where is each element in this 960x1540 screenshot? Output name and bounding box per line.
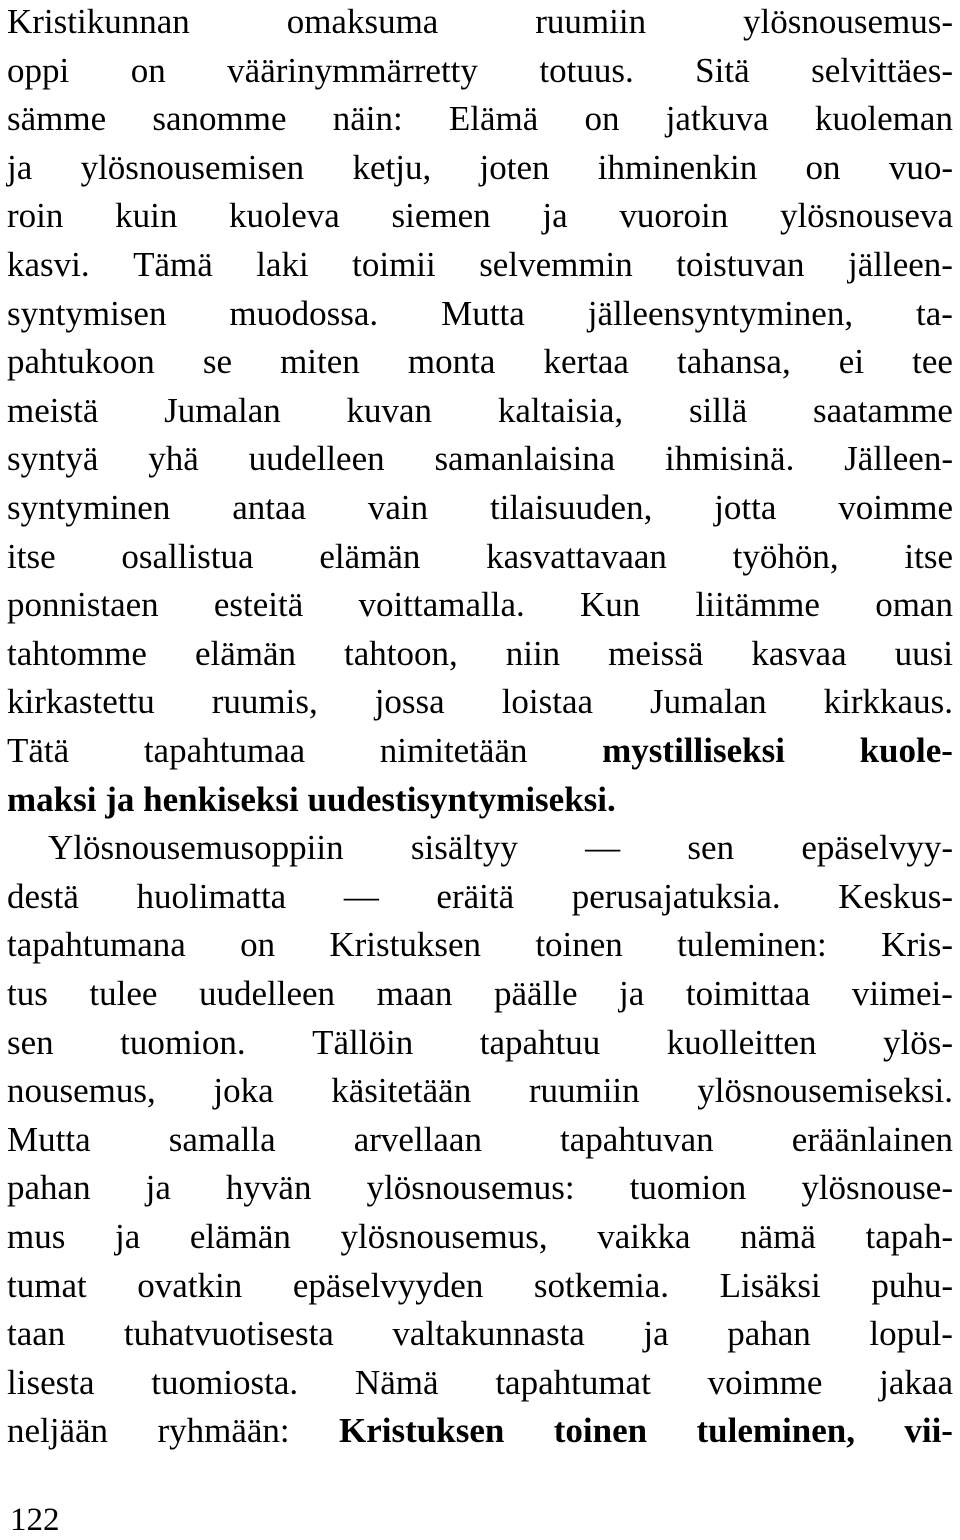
text-line [7,731,953,780]
word: Tämä [133,245,213,284]
word: ruumiin [535,2,647,41]
word: ylösnouseva [779,196,953,236]
word: pahan [7,1168,91,1208]
word: ihminenkin [597,147,758,187]
word: voimme [707,1362,823,1402]
text-line [7,1071,953,1120]
word: vuoroin [619,196,729,236]
word: jossa [374,682,445,722]
word: maan [376,974,453,1013]
word: jakaa [879,1362,953,1402]
word: on [584,99,620,139]
word: ketju, [352,147,432,187]
word: tapahtuvan [560,1119,714,1159]
word: sen [7,1022,54,1062]
text-line [7,1363,953,1412]
bold-word: tuleminen, [696,1411,855,1451]
word: antaa [232,488,307,527]
word: uudelleen [248,439,385,479]
word: muodossa. [229,293,379,333]
word: nousemus, [7,1071,156,1111]
word: selvittäes- [811,50,953,90]
word: yhä [148,439,199,479]
text-line [7,51,953,100]
word: syntyä [7,439,99,479]
word: tuleminen: [677,925,827,965]
word: nämä [740,1217,816,1256]
word: niin [505,633,561,673]
word: ryhmään: [157,1411,290,1451]
word: ta- [916,293,953,333]
word: Jumalan [650,682,767,722]
word: nimitetään [379,731,528,770]
text-line [7,828,953,877]
text-line [7,245,953,294]
word: sen [687,828,735,868]
text-line [7,99,953,148]
word: ylösnousemisen [80,147,305,187]
word: samanlaisina [434,439,616,479]
word: Kris- [881,925,953,965]
word: tuomion [629,1168,747,1208]
bold-word: kuole- [859,731,953,770]
word: vaikka [597,1217,691,1256]
word: Jälleen- [844,439,953,479]
word: Ylösnousemusoppiin [48,828,344,868]
text-line [7,1168,953,1217]
word: totuus. [539,50,634,90]
word: tumat [7,1265,87,1305]
word: Mutta [441,293,525,333]
word: kirkkaus. [823,682,953,722]
word: perusajatuksia. [571,876,781,916]
word: destä [7,876,79,916]
word: Mutta [7,1119,91,1159]
word: Kun [580,585,641,625]
text-line [7,1023,953,1072]
word: ja [114,1217,141,1256]
word: tapah- [865,1217,953,1256]
word: väärinymmärretty [227,50,478,90]
page-number: 122 [10,1502,60,1538]
word: Tällöin [312,1022,414,1062]
word: Tätä [7,731,70,770]
word: loistaa [501,682,594,722]
word: Elämä [448,99,539,139]
word: kirkastettu [7,682,155,722]
word: ylösnousemiseksi. [697,1071,953,1111]
word: Nämä [354,1362,439,1402]
word: arvellaan [353,1119,482,1159]
word: Sitä [695,50,750,90]
word: valtakunnasta [392,1314,585,1354]
word: kuoleman [814,99,953,139]
word: eräitä [436,876,515,916]
word: tapahtuu [479,1022,601,1062]
word: ja [7,147,33,187]
word: Kristuksen [329,925,482,965]
word: — [585,828,621,868]
word: toimii [352,245,436,284]
word: kasvattavaan [486,536,667,576]
word: uusi [894,633,953,673]
word: vain [367,488,429,527]
word: samalla [168,1119,276,1159]
word: jälleen- [847,245,953,284]
word: osallistua [121,536,254,576]
word: on [130,50,166,90]
text-line [7,585,953,634]
word: saatamme [813,390,953,430]
word: syntyminen [7,488,171,527]
word: neljään [7,1411,109,1451]
word: tilaisuuden, [490,488,653,527]
word: jotta [714,488,777,527]
text-line [7,537,953,586]
word: miten [280,342,360,382]
text-line [7,1266,953,1315]
word: ja [619,974,645,1013]
word: epäselvyyden [292,1265,484,1305]
word: käsitetään [331,1071,472,1111]
text-line [7,925,953,974]
word: Jumalan [164,390,281,430]
word: roin [7,196,64,236]
text-line [7,634,953,683]
word: ylösnousemus- [743,2,953,41]
text-line [7,294,953,343]
word: kaltaisia, [497,390,624,430]
word: ja [145,1168,171,1208]
word: epäselvyy- [801,828,953,868]
text-line [7,196,953,245]
word: pahan [727,1314,811,1354]
word: sisältyy [410,828,518,868]
word: tuhatvuotisesta [123,1314,334,1354]
word: tahtomme [7,633,147,673]
word: selvemmin [479,245,633,284]
text-line [7,974,953,1023]
text-line [7,877,953,926]
word: huolimatta [136,876,287,916]
text-line [7,1217,953,1266]
bold-word: maksi ja henkiseksi uudestisyntymiseksi. [7,779,616,819]
word: ruumiin [528,1071,640,1111]
bold-word: vii- [904,1411,953,1451]
word: laki [256,245,309,284]
word: toistuvan [676,245,805,284]
word: pahtukoon [7,342,155,382]
word: tapahtumat [495,1362,651,1402]
word: puhu- [871,1265,953,1305]
word: viimei- [851,974,953,1013]
word: ylösnousemus, [340,1217,548,1256]
word: ihmisinä. [665,439,795,479]
word: monta [407,342,496,382]
word: tuomiosta. [151,1362,299,1402]
bold-word: mystilliseksi [602,731,785,770]
word: syntymisen [7,293,167,333]
word: toinen [535,925,623,965]
word: on [240,925,276,965]
text-line [7,682,953,731]
word: elämän [319,536,421,576]
word: jälleensyntyminen, [587,293,854,333]
word: kasvaa [751,633,847,673]
word: uudelleen [198,974,336,1013]
bold-word: Kristuksen [339,1411,505,1451]
word: ylös- [883,1022,953,1062]
word: kuin [115,196,178,236]
word: omaksuma [286,2,439,41]
text-line [7,148,953,197]
word: Lisäksi [719,1265,821,1305]
bold-word: toinen [553,1411,648,1451]
word: lisesta [7,1362,95,1402]
word: voimme [838,488,953,527]
text-line [7,2,953,51]
word: itse [904,536,953,576]
word: tahtoon, [344,633,458,673]
word: ruumis, [211,682,318,722]
word: kuoleva [229,196,340,236]
word: ja [643,1314,669,1354]
word: eräänlainen [791,1119,953,1159]
word: kuvan [346,390,433,430]
word: tapahtumana [7,925,186,965]
word: liitämme [695,585,820,625]
word: oppi [7,50,70,90]
word: mus [7,1217,66,1256]
text-line [7,439,953,488]
word: toimittaa [685,974,811,1013]
word: elämän [189,1217,291,1256]
word: ylösnousemus: [366,1168,575,1208]
word: sotkemia. [533,1265,670,1305]
word: — [343,876,379,916]
word: sillä [688,390,748,430]
word: ja [542,196,568,236]
text-line [7,1411,953,1460]
word: ponnistaen [7,585,159,625]
word: sanomme [152,99,287,139]
word: taan [7,1314,66,1354]
word: vuo- [888,147,953,187]
word: oman [875,585,953,625]
word: tulee [89,974,158,1013]
word: esteitä [213,585,304,625]
text-line [7,1120,953,1169]
word: kuolleitten [666,1022,817,1062]
text-line [7,391,953,440]
word: päälle [493,974,578,1013]
word: joka [213,1071,274,1111]
word: meistä [7,390,99,430]
word: ovatkin [137,1265,243,1305]
word: Kristikunnan [7,2,190,41]
word: se [202,342,232,382]
text-line [7,1314,953,1363]
word: on [805,147,841,187]
word: näin: [332,99,403,139]
text-line [7,488,953,537]
word: siemen [391,196,491,236]
word: tus [7,974,48,1013]
word: ylösnouse- [801,1168,953,1208]
word: voittamalla. [358,585,525,625]
word: tee [912,342,953,382]
word: sämme [7,99,107,139]
word: kasvi. [7,245,90,284]
word: tapahtumaa [143,731,306,770]
word: tahansa, [677,342,791,382]
word: kertaa [543,342,629,382]
word: hyvän [225,1168,312,1208]
word: työhön, [732,536,839,576]
word: itse [7,536,56,576]
word: Keskus- [838,876,953,916]
text-line [7,780,953,829]
word: ei [838,342,865,382]
word: tuomion. [120,1022,246,1062]
word: jatkuva [665,99,769,139]
word: lopul- [869,1314,953,1354]
word: meissä [608,633,704,673]
word: joten [479,147,550,187]
text-line [7,342,953,391]
word: elämän [194,633,297,673]
